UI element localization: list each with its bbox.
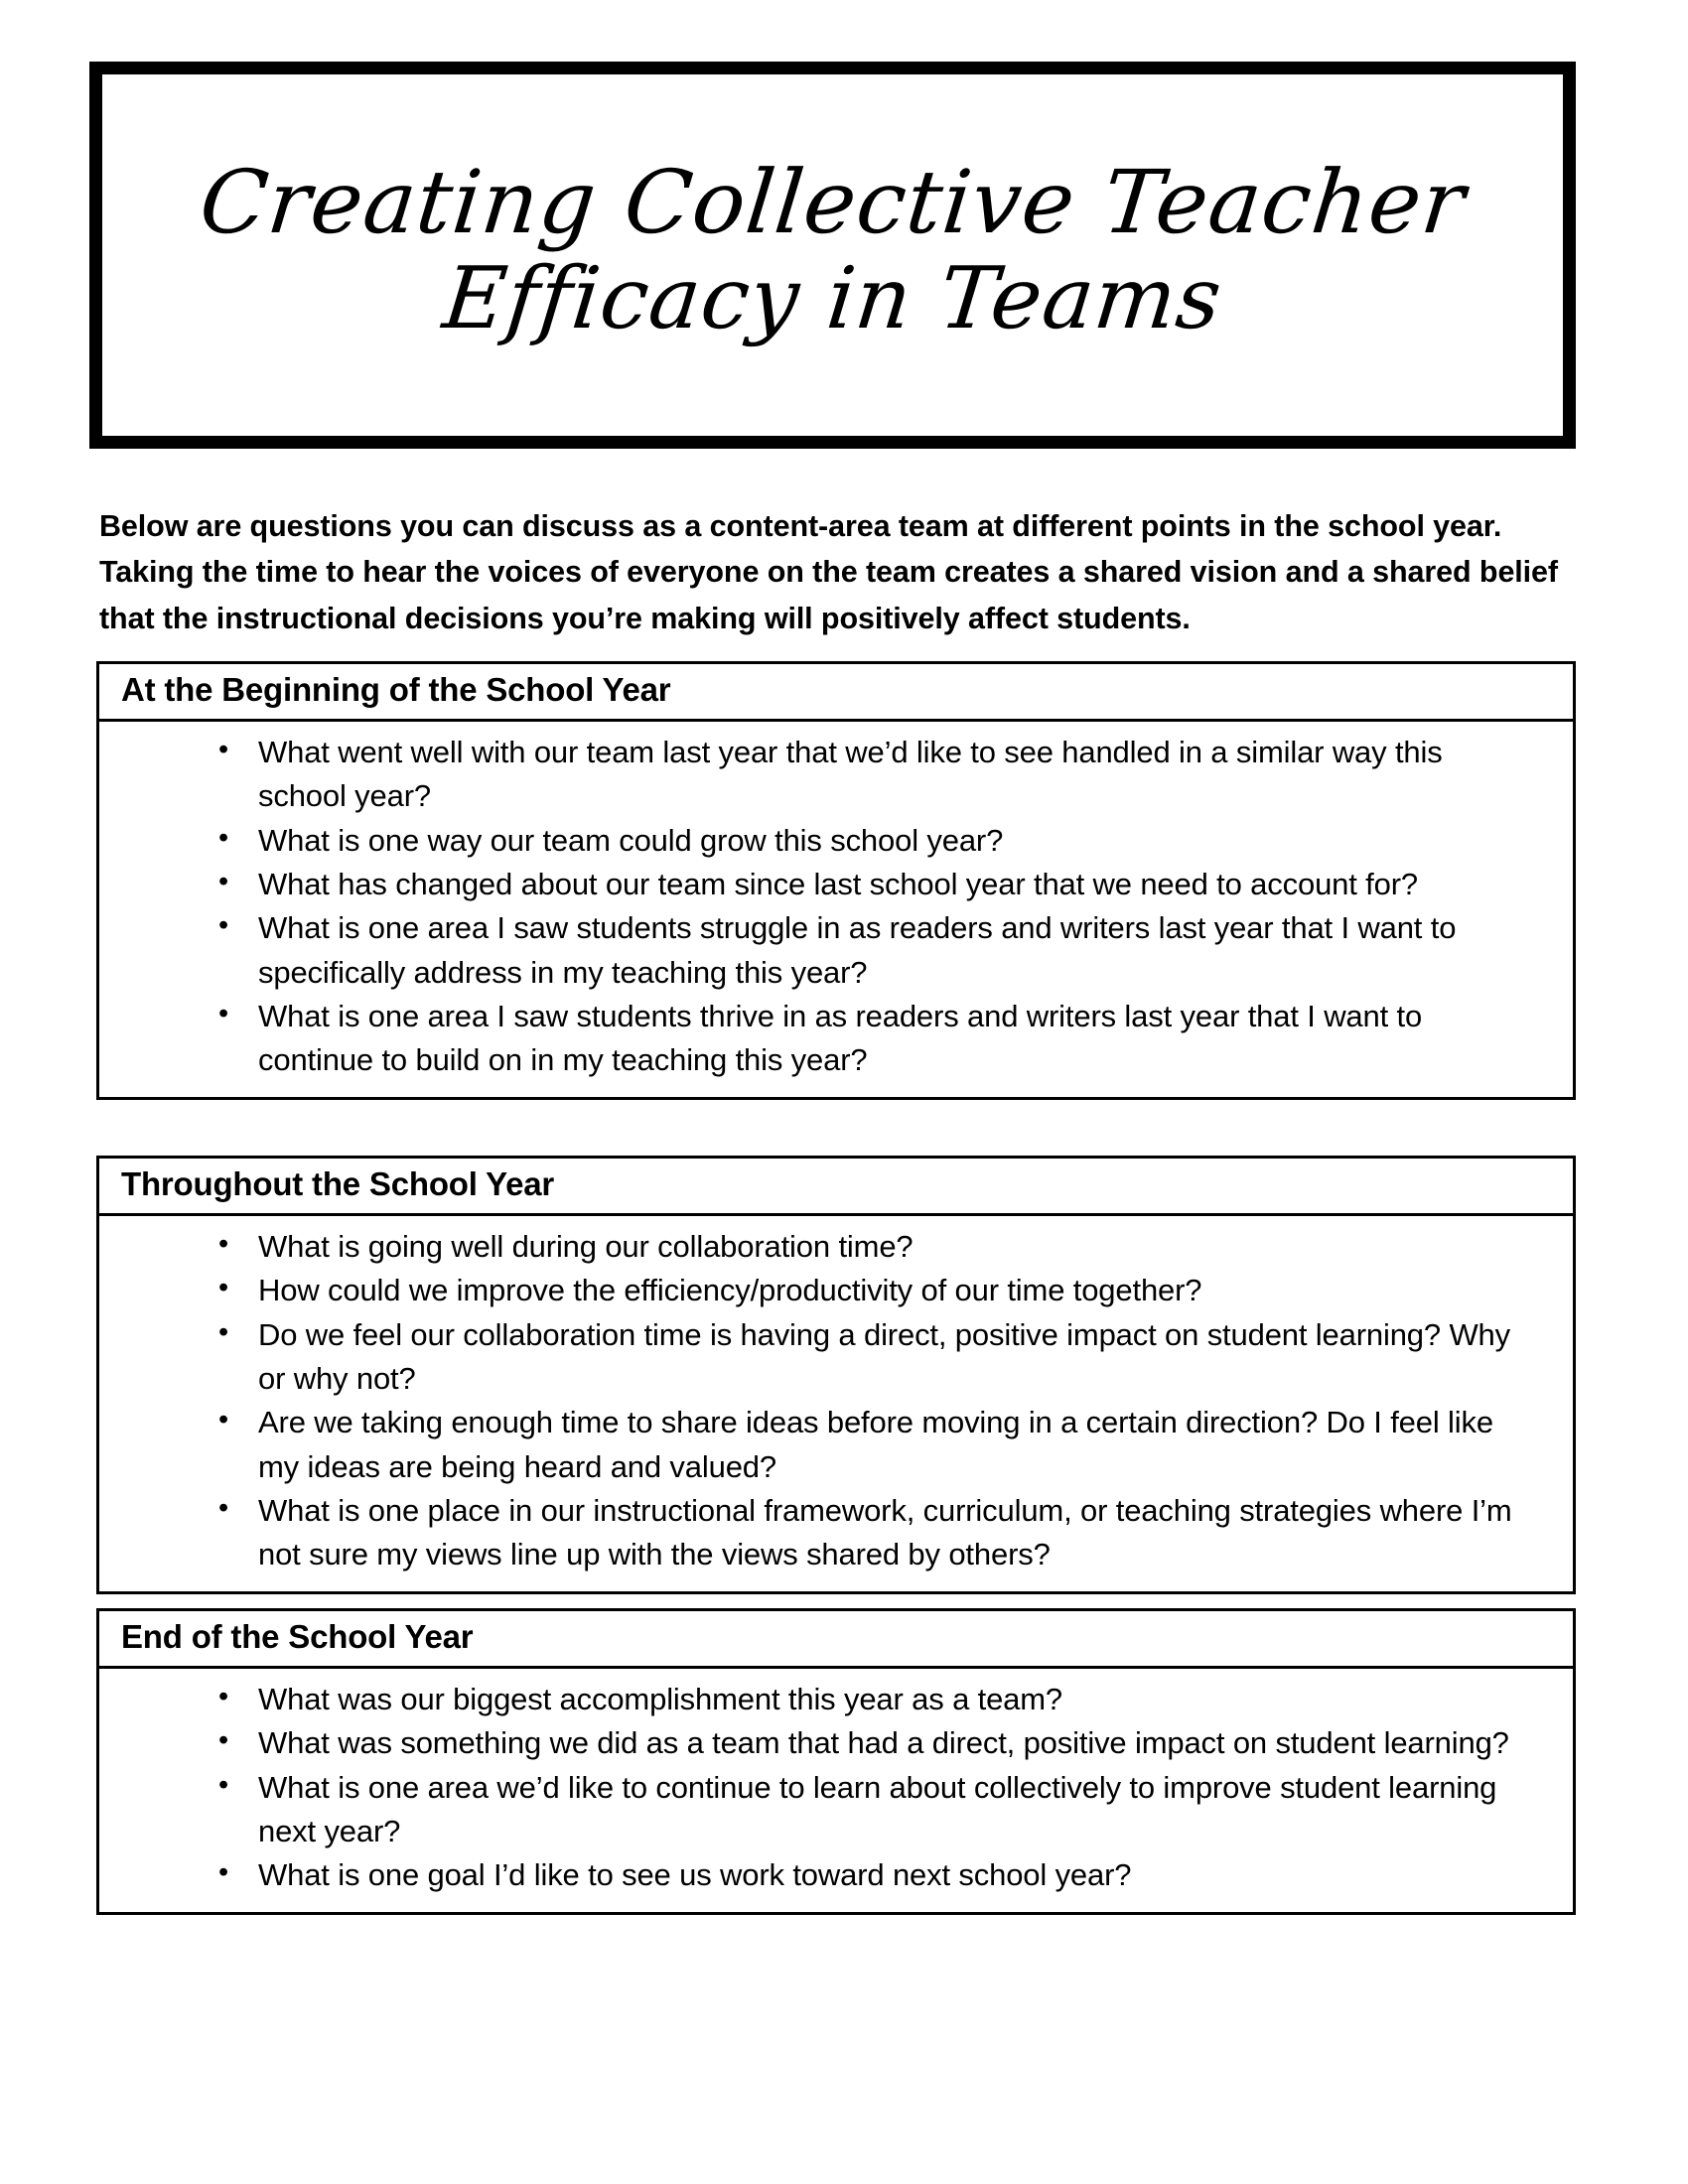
section-beginning-of-year (96, 661, 1576, 1100)
list-item: • What is one way our team could grow this school year? (99, 819, 1553, 863)
list-item: • How could we improve the efficiency/productivity of our time together? (99, 1269, 1553, 1312)
section-throughout-year (96, 1156, 1576, 1594)
question-list (99, 731, 1553, 1083)
list-item: • What is one area I saw students struggle in as readers and writers last year that I want to specifically address in my teaching this year? (99, 906, 1553, 995)
title-banner (89, 62, 1576, 449)
list-item: • What has changed about our team since last school year that we need to account for? (99, 863, 1553, 906)
list-item: • What is one area we’d like to continue to learn about collectively to improve student learning next year? (99, 1766, 1553, 1854)
list-item: • Do we feel our collaboration time is having a direct, positive impact on student learning? Why or why not? (99, 1313, 1553, 1402)
section-body (99, 1216, 1573, 1591)
question-list (99, 1225, 1553, 1577)
intro-paragraph: Below are questions you can discuss as a content-area team at different points in the school year. Taking the time to hear the voices of everyone on the team creates a shared vision and a shared belief that the instructional decisions you’re making will positively affect students. (99, 508, 1558, 635)
section-heading: Throughout the School Year (99, 1159, 1573, 1216)
list-item: • What went well with our team last year that we’d like to see handled in a similar way this school year? (99, 731, 1553, 819)
list-item: • What is going well during our collaboration time? (99, 1225, 1553, 1269)
list-item: • What was our biggest accomplishment this year as a team? (99, 1678, 1553, 1721)
section-body (99, 722, 1573, 1097)
section-heading: End of the School Year (99, 1611, 1573, 1669)
list-item: • What is one goal I’d like to see us work toward next school year? (99, 1853, 1553, 1897)
question-list (99, 1678, 1553, 1898)
list-item: • Are we taking enough time to share ideas before moving in a certain direction? Do I feel like my ideas are being heard and valued? (99, 1401, 1553, 1489)
list-item: • What was something we did as a team that had a direct, positive impact on student learning? (99, 1721, 1553, 1765)
list-item: • What is one place in our instructional framework, curriculum, or teaching strategies where I’m not sure my views line up with the views shared by others? (99, 1489, 1553, 1577)
list-item: • What is one area I saw students thrive in as readers and writers last year that I want to continue to build on in my teaching this year? (99, 995, 1553, 1083)
title-line-1: Creating Collective Teacher (195, 151, 1471, 253)
section-heading: At the Beginning of the School Year (99, 664, 1573, 722)
section-end-of-year (96, 1608, 1576, 1915)
section-body (99, 1669, 1573, 1912)
title-line-2: Efficacy in Teams (438, 249, 1227, 348)
